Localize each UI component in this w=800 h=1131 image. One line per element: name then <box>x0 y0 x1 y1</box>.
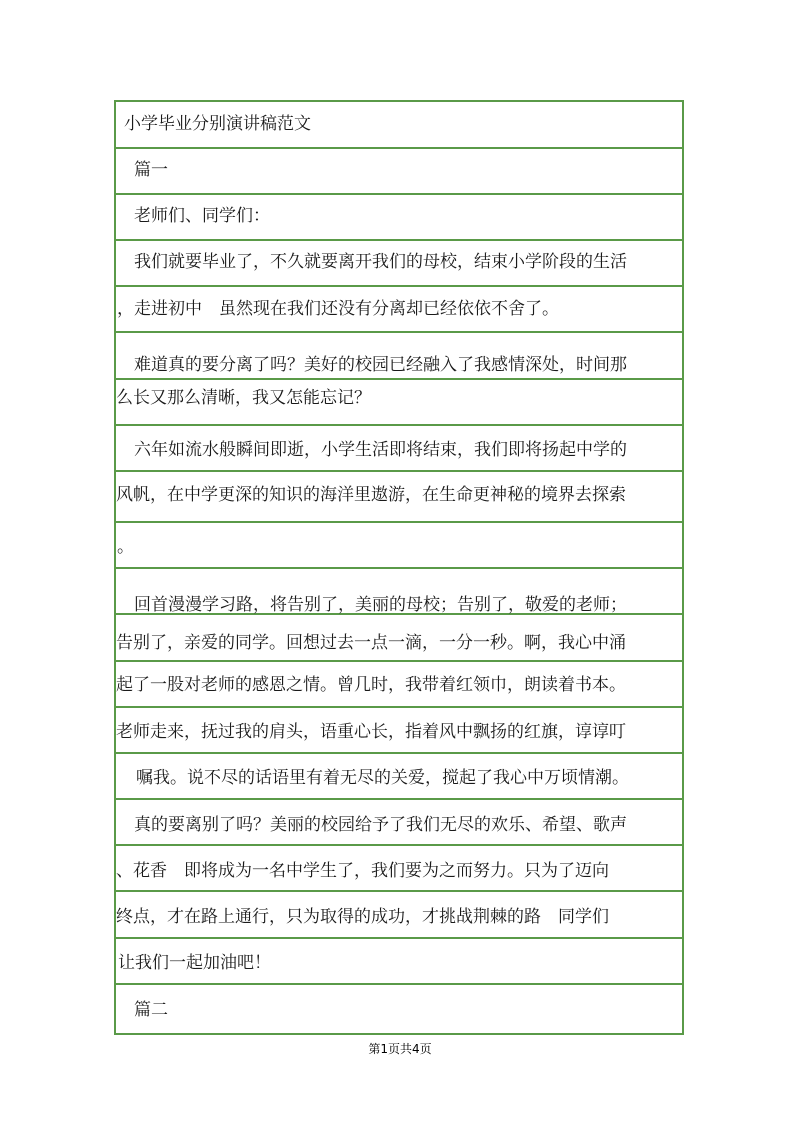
text-line: 么长又那么清晰，我又怎能忘记？ <box>116 388 371 408</box>
text-line: 老师们、同学们： <box>134 206 270 226</box>
text-line: 终点，才在路上通行，只为取得的成功，才挑战荆棘的路 同学们 <box>116 907 609 927</box>
text-line: 六年如流水般瞬间即逝，小学生活即将结束，我们即将扬起中学的 <box>134 440 627 460</box>
text-line: 我们就要毕业了，不久就要离开我们的母校，结束小学阶段的生活 <box>134 252 627 272</box>
text-line: 、花香 即将成为一名中学生了，我们要为之而努力。只为了迈向 <box>116 861 609 881</box>
table-rule <box>114 798 684 800</box>
table-rule <box>114 521 684 523</box>
table-rule <box>114 331 684 333</box>
section-heading: 篇二 <box>134 1000 168 1020</box>
text-line: 真的要离别了吗？美丽的校园给予了我们无尽的欢乐、希望、歌声 <box>134 815 627 835</box>
table-rule <box>114 193 684 195</box>
text-line: 风帆，在中学更深的知识的海洋里遨游，在生命更神秘的境界去探索 <box>116 485 626 505</box>
text-line: 让我们一起加油吧！ <box>118 953 271 973</box>
table-rule <box>114 1033 684 1035</box>
text-line: 回首漫漫学习路，将告别了，美丽的母校；告别了，敬爱的老师； <box>134 595 627 615</box>
document-title: 小学毕业分别演讲稿范文 <box>124 114 311 134</box>
table-rule <box>114 378 684 380</box>
table-rule <box>114 752 684 754</box>
table-rule <box>114 937 684 939</box>
table-rule <box>114 660 684 662</box>
table-rule <box>114 470 684 472</box>
table-rule <box>114 100 684 102</box>
page-footer <box>0 1040 800 1057</box>
text-line: 告别了，亲爱的同学。回想过去一点一滴，一分一秒。啊，我心中涌 <box>116 633 626 653</box>
table-rule <box>114 983 684 985</box>
table-rule <box>114 706 684 708</box>
text-line: 老师走来，抚过我的肩头，语重心长，指着风中飘扬的红旗，谆谆叮 <box>116 722 626 742</box>
text-line: ，走进初中 虽然现在我们还没有分离却已经依依不舍了。 <box>117 299 559 319</box>
text-line: 嘱我。说不尽的话语里有着无尽的关爱，搅起了我心中万顷情潮。 <box>136 768 629 788</box>
text-line: 起了一股对老师的感恩之情。曾几时，我带着红领巾，朗读着书本。 <box>116 675 626 695</box>
text-line: 。 <box>117 537 134 557</box>
table-rule <box>114 239 684 241</box>
page-number: 第1页共4页 <box>368 1042 432 1056</box>
table-rule <box>114 147 684 149</box>
table-rule <box>114 424 684 426</box>
table-rule <box>114 567 684 569</box>
text-line: 难道真的要分离了吗？美好的校园已经融入了我感情深处，时间那 <box>134 355 627 375</box>
table-rule <box>114 890 684 892</box>
section-heading: 篇一 <box>134 160 168 180</box>
table-rule <box>114 844 684 846</box>
table-rule <box>114 285 684 287</box>
